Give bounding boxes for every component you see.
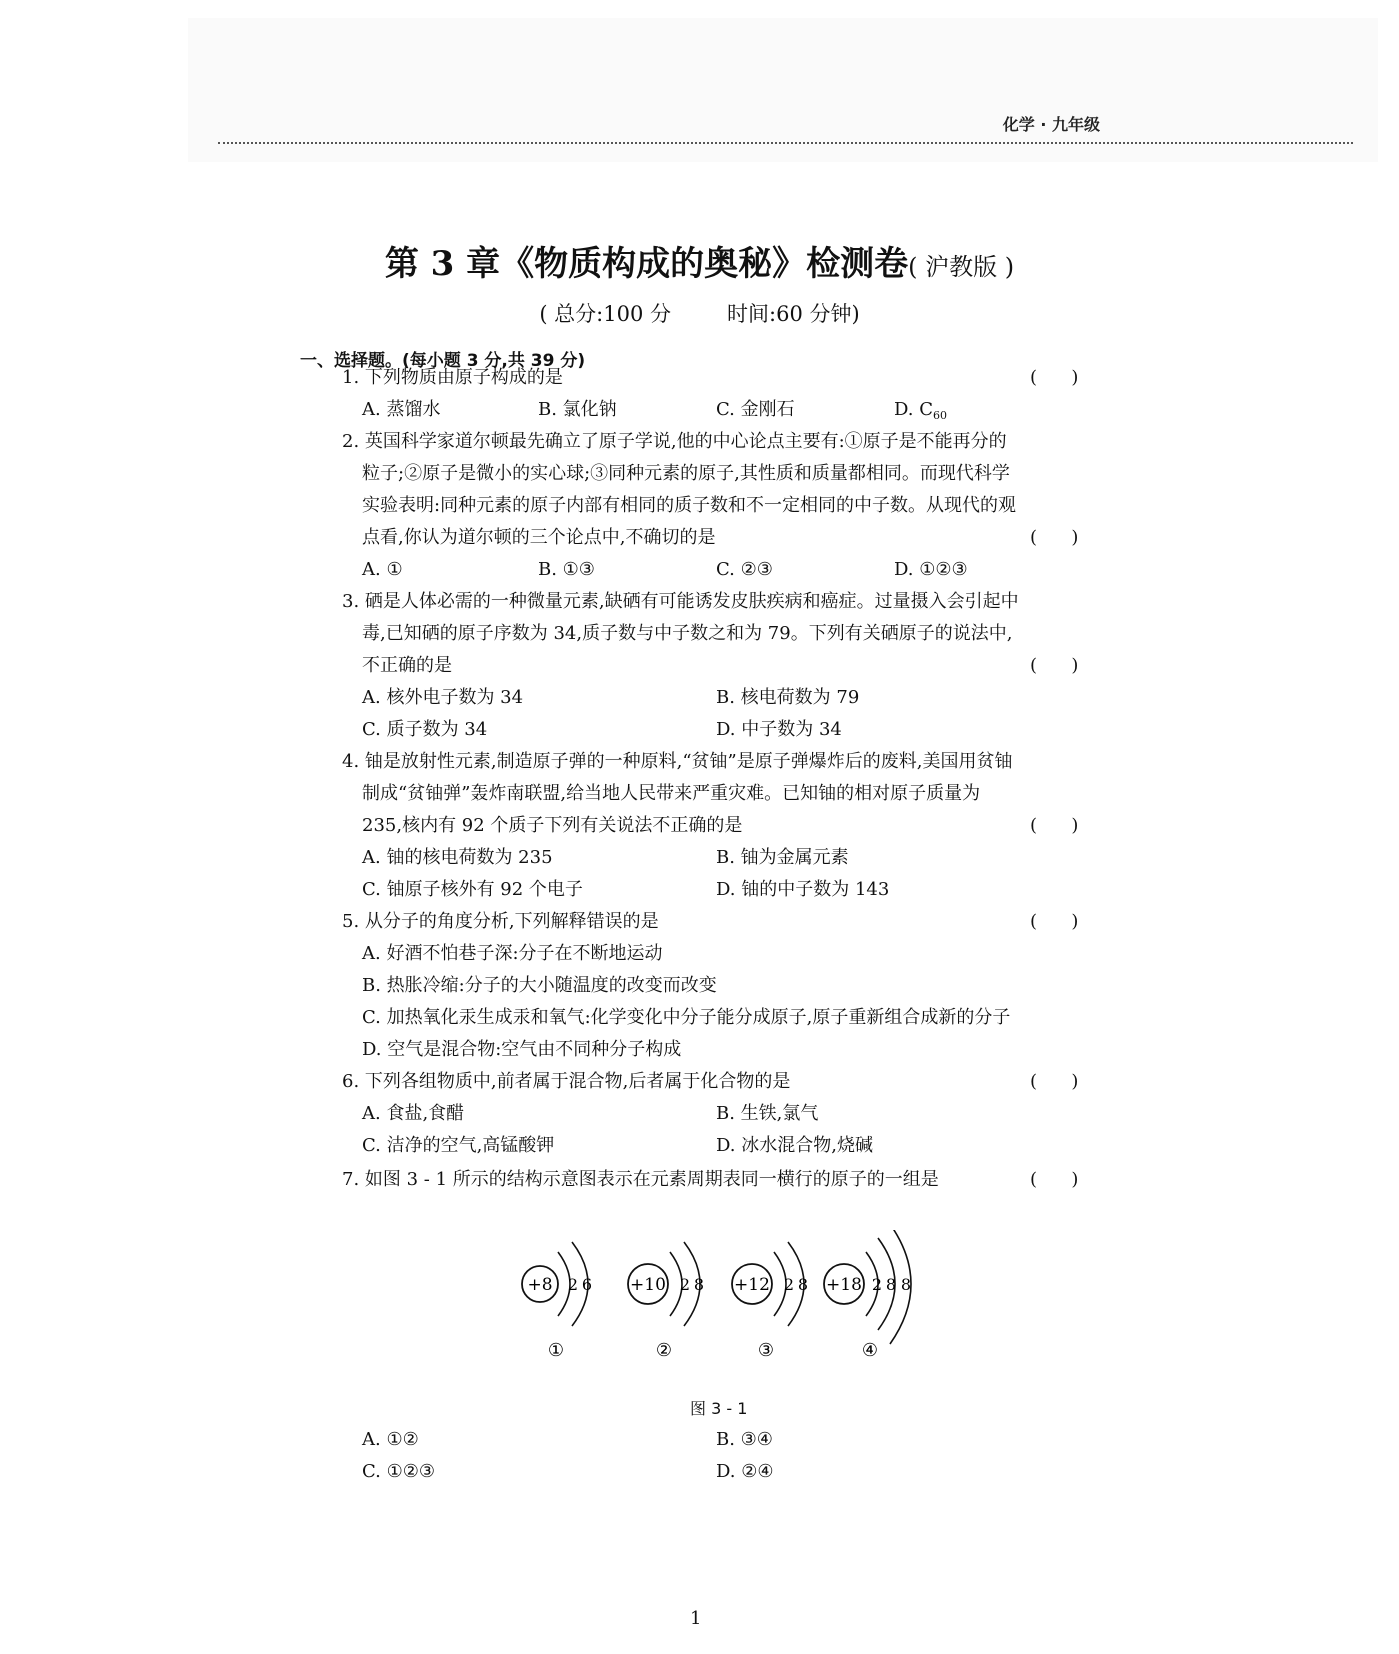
- q5-option-d: D. 空气是混合物:空气由不同种分子构成: [362, 1039, 682, 1060]
- figure-caption: 图 3 - 1: [690, 1399, 748, 1418]
- total-score: ( 总分:100 分: [539, 302, 672, 326]
- section-heading: 一、选择题。(每小题 3 分,共 39 分): [300, 351, 586, 371]
- q3-option-d: D. 中子数为 34: [716, 719, 842, 740]
- q7-option-a: A. ①②: [362, 1429, 419, 1450]
- q4-option-d: D. 铀的中子数为 143: [716, 879, 890, 900]
- q5-stem: 5. 从分子的角度分析,下列解释错误的是: [342, 911, 659, 932]
- q6-option-b: B. 生铁,氯气: [716, 1103, 819, 1124]
- q2-option-d: D. ①②③: [894, 559, 968, 580]
- title-main: 第 3 章《物质构成的奥秘》检测卷: [384, 244, 909, 284]
- atomic-structure-figure: [520, 1230, 940, 1390]
- exam-meta: [0, 298, 1399, 328]
- q2-stem-line3: 实验表明:同种元素的原子内部有相同的质子数和不一定相同的中子数。从现代的观: [362, 495, 1017, 516]
- q7-option-c: C. ①②③: [362, 1461, 435, 1482]
- q1-option-a: A. 蒸馏水: [362, 399, 441, 420]
- answer-bracket: ( ): [1030, 367, 1079, 388]
- q6-option-a: A. 食盐,食醋: [362, 1103, 465, 1124]
- q2-stem-line2: 粒子;②原子是微小的实心球;③同种元素的原子,其性质和质量都相同。而现代科学: [362, 463, 1010, 484]
- shell-electrons: 2: [871, 1275, 883, 1294]
- q5-option-a: A. 好酒不怕巷子深:分子在不断地运动: [362, 943, 663, 964]
- answer-bracket: ( ): [1030, 1169, 1079, 1190]
- q6-option-d: D. 冰水混合物,烧碱: [716, 1135, 873, 1156]
- nucleus-charge: +8: [527, 1275, 553, 1295]
- shell-electrons: 8: [693, 1275, 705, 1294]
- atom-diagram-4: [824, 1230, 911, 1361]
- q4-stem-line1: 4. 铀是放射性元素,制造原子弹的一种原料,“贫铀”是原子弹爆炸后的废料,美国用贫铀: [342, 751, 1013, 772]
- q4-stem-line3: 235,核内有 92 个质子下列有关说法不正确的是: [362, 815, 743, 836]
- time-limit: 时间:60 分钟): [727, 302, 860, 326]
- q3-stem-line2: 毒,已知硒的原子序数为 34,质子数与中子数之和为 79。下列有关硒原子的说法中,: [362, 623, 1013, 644]
- atom-diagram-1: [522, 1242, 592, 1361]
- q2-option-a: A. ①: [362, 559, 403, 580]
- subject-label: 化学 · 九年级: [1002, 115, 1100, 134]
- q3-stem-line3: 不正确的是: [362, 655, 452, 676]
- q6-stem: 6. 下列各组物质中,前者属于混合物,后者属于化合物的是: [342, 1071, 791, 1092]
- title-edition: ( 沪教版 ): [908, 253, 1015, 281]
- nucleus-charge: +18: [826, 1275, 862, 1295]
- q1-option-d: D. $C_{60}$: [894, 399, 948, 422]
- shell-electrons: 6: [581, 1275, 593, 1294]
- q7-option-d: D. ②④: [716, 1461, 774, 1482]
- answer-bracket: ( ): [1030, 911, 1079, 932]
- shell-electrons: 8: [797, 1275, 809, 1294]
- atom-label: ②: [655, 1340, 673, 1361]
- q7-stem: 7. 如图 3 - 1 所示的结构示意图表示在元素周期表同一横行的原子的一组是: [342, 1169, 939, 1190]
- header-rule: [218, 142, 1353, 144]
- q4-option-a: A. 铀的核电荷数为 235: [362, 847, 553, 868]
- q3-stem-line1: 3. 硒是人体必需的一种微量元素,缺硒有可能诱发皮肤疾病和癌症。过量摄入会引起中: [342, 591, 1019, 612]
- q2-stem-line4: 点看,你认为道尔顿的三个论点中,不确切的是: [362, 527, 716, 548]
- q6-option-c: C. 洁净的空气,高锰酸钾: [362, 1135, 555, 1156]
- atom-label: ③: [757, 1340, 775, 1361]
- page-number: 1: [690, 1608, 702, 1629]
- subscript-60: 60: [933, 409, 948, 422]
- q2-stem-line1: 2. 英国科学家道尔顿最先确立了原子学说,他的中心论点主要有:①原子是不能再分的: [342, 431, 1007, 452]
- q5-option-c: C. 加热氧化汞生成汞和氧气:化学变化中分子能分成原子,原子重新组合成新的分子: [362, 1007, 1011, 1028]
- q3-option-a: A. 核外电子数为 34: [362, 687, 524, 708]
- q1-stem: 1. 下列物质由原子构成的是: [342, 367, 563, 388]
- shell-electrons: 2: [783, 1275, 795, 1294]
- atom-label: ①: [547, 1340, 565, 1361]
- atom-diagram-3: [732, 1242, 808, 1361]
- page-title: [0, 236, 1399, 285]
- atom-diagram-2: [628, 1242, 704, 1361]
- shell-electrons: 8: [885, 1275, 897, 1294]
- atom-label: ④: [861, 1340, 879, 1361]
- q3-option-b: B. 核电荷数为 79: [716, 687, 860, 708]
- q4-option-b: B. 铀为金属元素: [716, 847, 849, 868]
- answer-bracket: ( ): [1030, 655, 1079, 676]
- q4-option-c: C. 铀原子核外有 92 个电子: [362, 879, 583, 900]
- q5-option-b: B. 热胀冷缩:分子的大小随温度的改变而改变: [362, 975, 717, 996]
- q7-option-b: B. ③④: [716, 1429, 773, 1450]
- answer-bracket: ( ): [1030, 527, 1079, 548]
- shell-electrons: 2: [567, 1275, 579, 1294]
- nucleus-charge: +12: [734, 1275, 770, 1295]
- q2-option-b: B. ①③: [538, 559, 595, 580]
- q1-option-b: B. 氯化钠: [538, 399, 617, 420]
- q1-option-c: C. 金刚石: [716, 399, 795, 420]
- header-band: [188, 18, 1378, 162]
- nucleus-charge: +10: [630, 1275, 666, 1295]
- shell-electrons: 2: [679, 1275, 691, 1294]
- shell-electrons: 8: [900, 1275, 912, 1294]
- q4-stem-line2: 制成“贫铀弹”轰炸南联盟,给当地人民带来严重灾难。已知铀的相对原子质量为: [362, 783, 981, 804]
- q2-option-c: C. ②③: [716, 559, 773, 580]
- q3-option-c: C. 质子数为 34: [362, 719, 488, 740]
- answer-bracket: ( ): [1030, 1071, 1079, 1092]
- answer-bracket: ( ): [1030, 815, 1079, 836]
